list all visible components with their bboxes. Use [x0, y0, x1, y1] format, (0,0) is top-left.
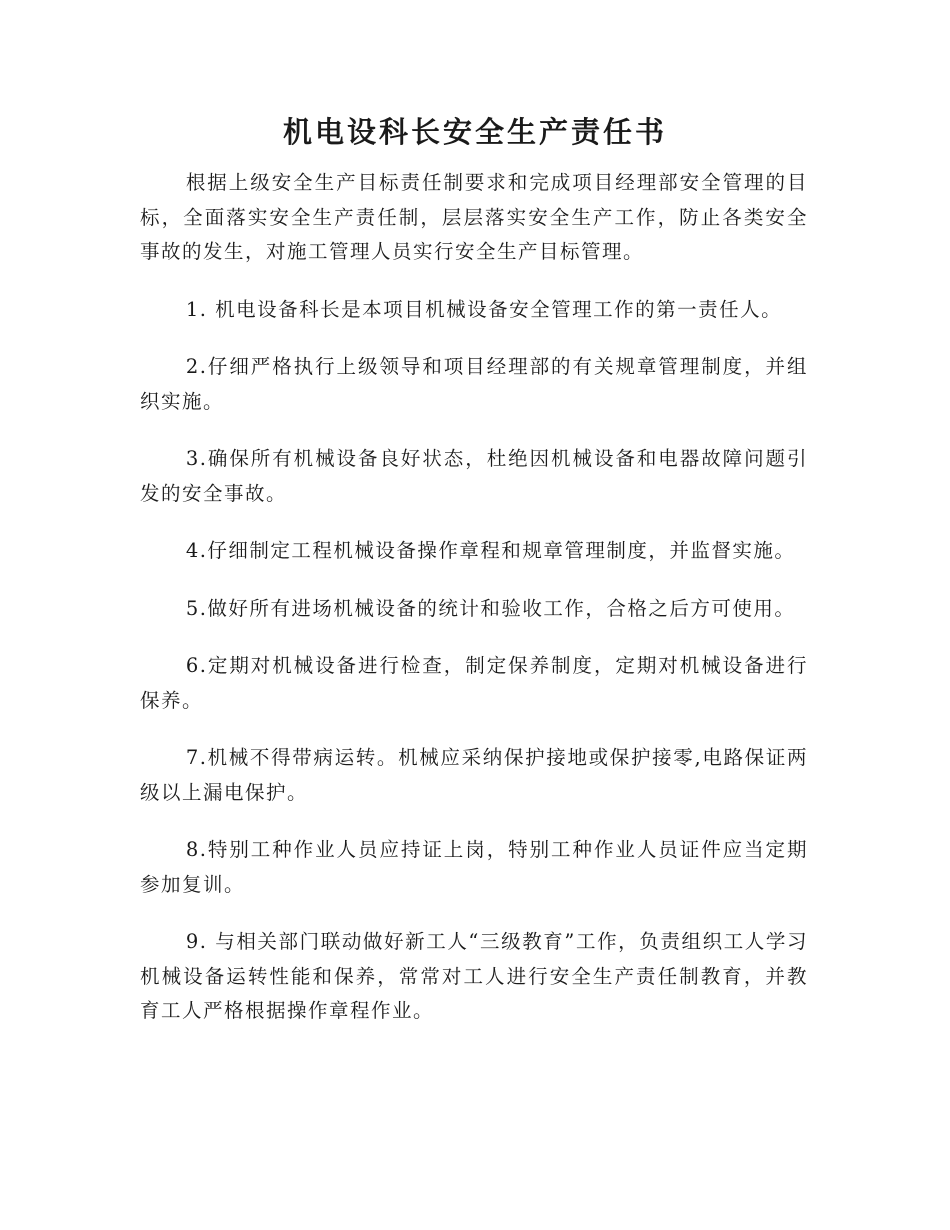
item-1-paragraph: 1. 机电设备科长是本项目机械设备安全管理工作的第一责任人。 — [185, 297, 783, 321]
item-6-paragraph: 6.定期对机械设备进行检查，制定保养制度，定期对机械设备进行保养。 — [140, 654, 808, 712]
document-body — [140, 166, 808, 1052]
document-title: 机电设科长安全生产责任书 — [282, 115, 667, 149]
item-9-paragraph: 9. 与相关部门联动做好新工人“三级教育”工作，负责组织工人学习机械设备运转性能和保养，常常对工人进行安全生产责任制教育，并教育工人严格根据操作章程作业。 — [140, 930, 808, 1022]
item-5-paragraph: 5.做好所有进场机械设备的统计和验收工作，合格之后方可使用。 — [185, 596, 796, 620]
intro-paragraph: 根据上级安全生产目标责任制要求和完成项目经理部安全管理的目标，全面落实安全生产责任制，层层落实安全生产工作，防止各类安全事故的发生，对施工管理人员实行安全生产目标管理。 — [140, 171, 808, 263]
item-2-paragraph: 2.仔细严格执行上级领导和项目经理部的有关规章管理制度，并组织实施。 — [140, 355, 808, 413]
item-4-paragraph: 4.仔细制定工程机械设备操作章程和规章管理制度，并监督实施。 — [185, 539, 796, 562]
item-3-paragraph: 3.确保所有机械设备良好状态，杜绝因机械设备和电器故障问题引发的安全事故。 — [140, 447, 808, 505]
item-7-paragraph: 7.机械不得带病运转。机械应采纳保护接地或保护接零,电路保证两级以上漏电保护。 — [140, 746, 808, 804]
item-8-paragraph: 8.特别工种作业人员应持证上岗，特别工种作业人员证件应当定期参加复训。 — [140, 838, 808, 896]
